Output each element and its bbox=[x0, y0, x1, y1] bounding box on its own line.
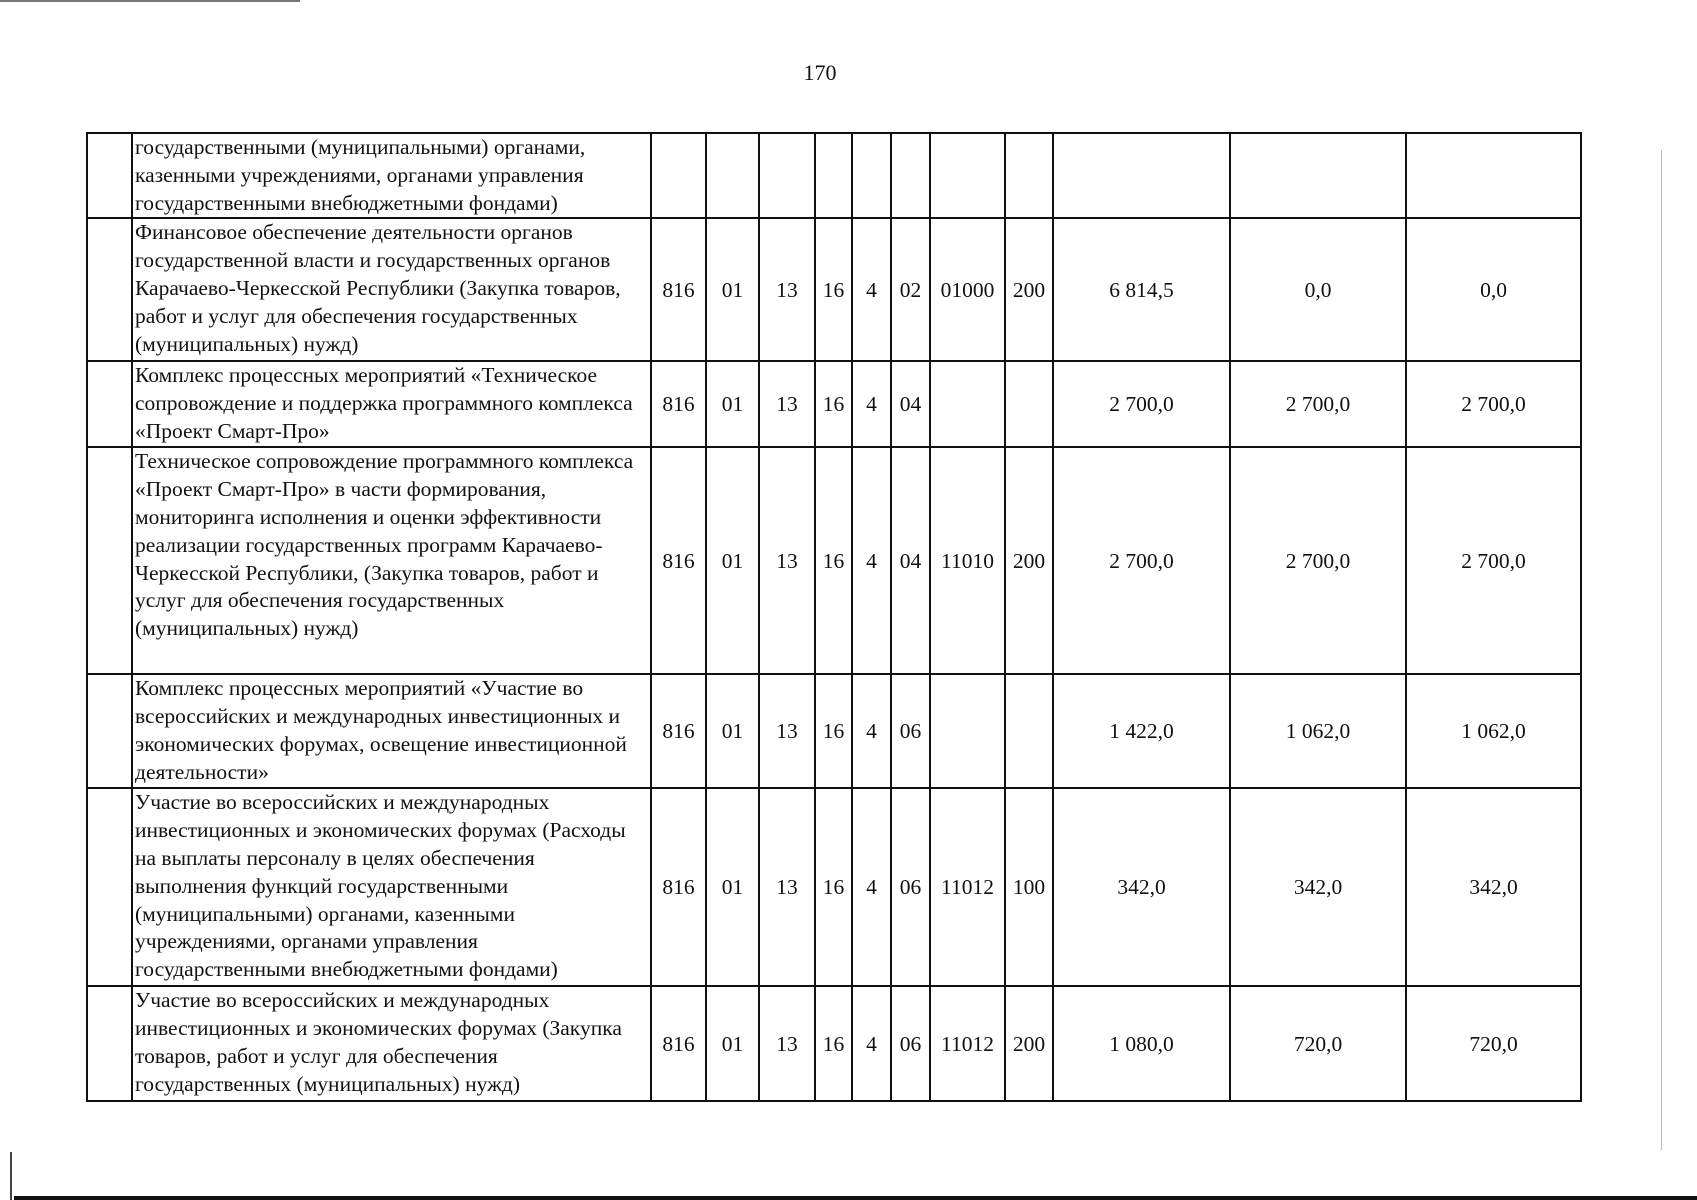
subsection-code: 13 bbox=[759, 674, 815, 788]
type-code: 4 bbox=[852, 788, 891, 986]
row-name: государственными (муниципальными) органами, казенными учреждениями, органами управления государственными внебюджетными фондами) bbox=[132, 133, 651, 218]
section-code: 01 bbox=[706, 361, 759, 447]
amount-year-1: 1 080,0 bbox=[1053, 986, 1230, 1101]
row-marker-cell bbox=[87, 674, 132, 788]
amount-year-2: 720,0 bbox=[1230, 986, 1406, 1101]
row-name: Комплекс процессных мероприятий «Участие во всероссийских и международных инвестиционных и экономических форумах, освещение инвестиционной деятельности» bbox=[132, 674, 651, 788]
table-row bbox=[87, 361, 1581, 447]
complex-code: 04 bbox=[891, 447, 930, 674]
type-code bbox=[852, 133, 891, 218]
row-name: Техническое сопровождение программного комплекса «Проект Смарт-Про» в части формирования, мониторинга исполнения и оценки эффективности реализации государственных программ Карачаево-Черкесской Республики, (Закупка товаров, работ и услуг для обеспечения государственных (муниципальных) нужд) bbox=[132, 447, 651, 674]
subsection-code: 13 bbox=[759, 986, 815, 1101]
section-code: 01 bbox=[706, 674, 759, 788]
amount-year-1: 2 700,0 bbox=[1053, 361, 1230, 447]
subsection-code bbox=[759, 133, 815, 218]
direction-code: 11012 bbox=[930, 986, 1005, 1101]
table-row bbox=[87, 986, 1581, 1101]
scan-edge-right bbox=[1661, 150, 1662, 1150]
complex-code: 02 bbox=[891, 218, 930, 361]
admin-code: 816 bbox=[651, 447, 706, 674]
amount-year-2 bbox=[1230, 133, 1406, 218]
section-code: 01 bbox=[706, 447, 759, 674]
admin-code bbox=[651, 133, 706, 218]
scan-edge-left bbox=[10, 1152, 12, 1200]
admin-code: 816 bbox=[651, 218, 706, 361]
row-marker-cell bbox=[87, 986, 132, 1101]
table-row bbox=[87, 218, 1581, 361]
section-code: 01 bbox=[706, 788, 759, 986]
amount-year-1: 6 814,5 bbox=[1053, 218, 1230, 361]
type-code: 4 bbox=[852, 218, 891, 361]
subsection-code: 13 bbox=[759, 447, 815, 674]
program-code bbox=[815, 133, 852, 218]
program-code: 16 bbox=[815, 674, 852, 788]
amount-year-1: 342,0 bbox=[1053, 788, 1230, 986]
subsection-code: 13 bbox=[759, 788, 815, 986]
section-code bbox=[706, 133, 759, 218]
amount-year-1: 2 700,0 bbox=[1053, 447, 1230, 674]
program-code: 16 bbox=[815, 361, 852, 447]
admin-code: 816 bbox=[651, 674, 706, 788]
table-row bbox=[87, 133, 1581, 218]
admin-code: 816 bbox=[651, 986, 706, 1101]
row-marker-cell bbox=[87, 361, 132, 447]
admin-code: 816 bbox=[651, 788, 706, 986]
row-marker-cell bbox=[87, 218, 132, 361]
expense-type-code bbox=[1005, 361, 1053, 447]
expense-type-code: 200 bbox=[1005, 986, 1053, 1101]
complex-code bbox=[891, 133, 930, 218]
complex-code: 06 bbox=[891, 674, 930, 788]
direction-code: 11012 bbox=[930, 788, 1005, 986]
section-code: 01 bbox=[706, 986, 759, 1101]
amount-year-3: 1 062,0 bbox=[1406, 674, 1581, 788]
row-name: Финансовое обеспечение деятельности органов государственной власти и государственных органов Карачаево-Черкесской Республики (Закупка товаров, работ и услуг для обеспечения государственных (муниципальных) нужд) bbox=[132, 218, 651, 361]
amount-year-1: 1 422,0 bbox=[1053, 674, 1230, 788]
program-code: 16 bbox=[815, 218, 852, 361]
amount-year-2: 2 700,0 bbox=[1230, 447, 1406, 674]
amount-year-3 bbox=[1406, 133, 1581, 218]
expense-type-code bbox=[1005, 674, 1053, 788]
page-number: 170 bbox=[803, 60, 837, 85]
row-name: Участие во всероссийских и международных инвестиционных и экономических форумах (Расходы на выплаты персоналу в целях обеспечения выполнения функций государственными (муниципальными) органами, казенными учреждениями, органами управления государственными внебюджетными фондами) bbox=[132, 788, 651, 986]
row-marker-cell bbox=[87, 133, 132, 218]
row-name: Комплекс процессных мероприятий «Техническое сопровождение и поддержка программного комплекса «Проект Смарт-Про» bbox=[132, 361, 651, 447]
program-code: 16 bbox=[815, 986, 852, 1101]
row-name: Участие во всероссийских и международных инвестиционных и экономических форумах (Закупка товаров, работ и услуг для обеспечения государственных (муниципальных) нужд) bbox=[132, 986, 651, 1101]
expense-type-code: 100 bbox=[1005, 788, 1053, 986]
subsection-code: 13 bbox=[759, 361, 815, 447]
amount-year-2: 1 062,0 bbox=[1230, 674, 1406, 788]
row-marker-cell bbox=[87, 788, 132, 986]
amount-year-3: 2 700,0 bbox=[1406, 361, 1581, 447]
amount-year-3: 342,0 bbox=[1406, 788, 1581, 986]
admin-code: 816 bbox=[651, 361, 706, 447]
expense-type-code: 200 bbox=[1005, 447, 1053, 674]
complex-code: 06 bbox=[891, 788, 930, 986]
row-marker-cell bbox=[87, 447, 132, 674]
type-code: 4 bbox=[852, 447, 891, 674]
direction-code bbox=[930, 674, 1005, 788]
budget-table bbox=[86, 132, 1582, 1102]
scan-edge-top bbox=[0, 0, 300, 2]
amount-year-2: 2 700,0 bbox=[1230, 361, 1406, 447]
complex-code: 04 bbox=[891, 361, 930, 447]
direction-code: 01000 bbox=[930, 218, 1005, 361]
amount-year-3: 720,0 bbox=[1406, 986, 1581, 1101]
section-code: 01 bbox=[706, 218, 759, 361]
subsection-code: 13 bbox=[759, 218, 815, 361]
expense-type-code bbox=[1005, 133, 1053, 218]
scan-edge-bottom bbox=[14, 1196, 1697, 1200]
table-row bbox=[87, 788, 1581, 986]
direction-code: 11010 bbox=[930, 447, 1005, 674]
program-code: 16 bbox=[815, 447, 852, 674]
amount-year-1 bbox=[1053, 133, 1230, 218]
amount-year-2: 342,0 bbox=[1230, 788, 1406, 986]
direction-code bbox=[930, 361, 1005, 447]
direction-code bbox=[930, 133, 1005, 218]
expense-type-code: 200 bbox=[1005, 218, 1053, 361]
type-code: 4 bbox=[852, 674, 891, 788]
type-code: 4 bbox=[852, 361, 891, 447]
table-row bbox=[87, 447, 1581, 674]
amount-year-3: 0,0 bbox=[1406, 218, 1581, 361]
complex-code: 06 bbox=[891, 986, 930, 1101]
amount-year-2: 0,0 bbox=[1230, 218, 1406, 361]
program-code: 16 bbox=[815, 788, 852, 986]
table-row bbox=[87, 674, 1581, 788]
type-code: 4 bbox=[852, 986, 891, 1101]
amount-year-3: 2 700,0 bbox=[1406, 447, 1581, 674]
